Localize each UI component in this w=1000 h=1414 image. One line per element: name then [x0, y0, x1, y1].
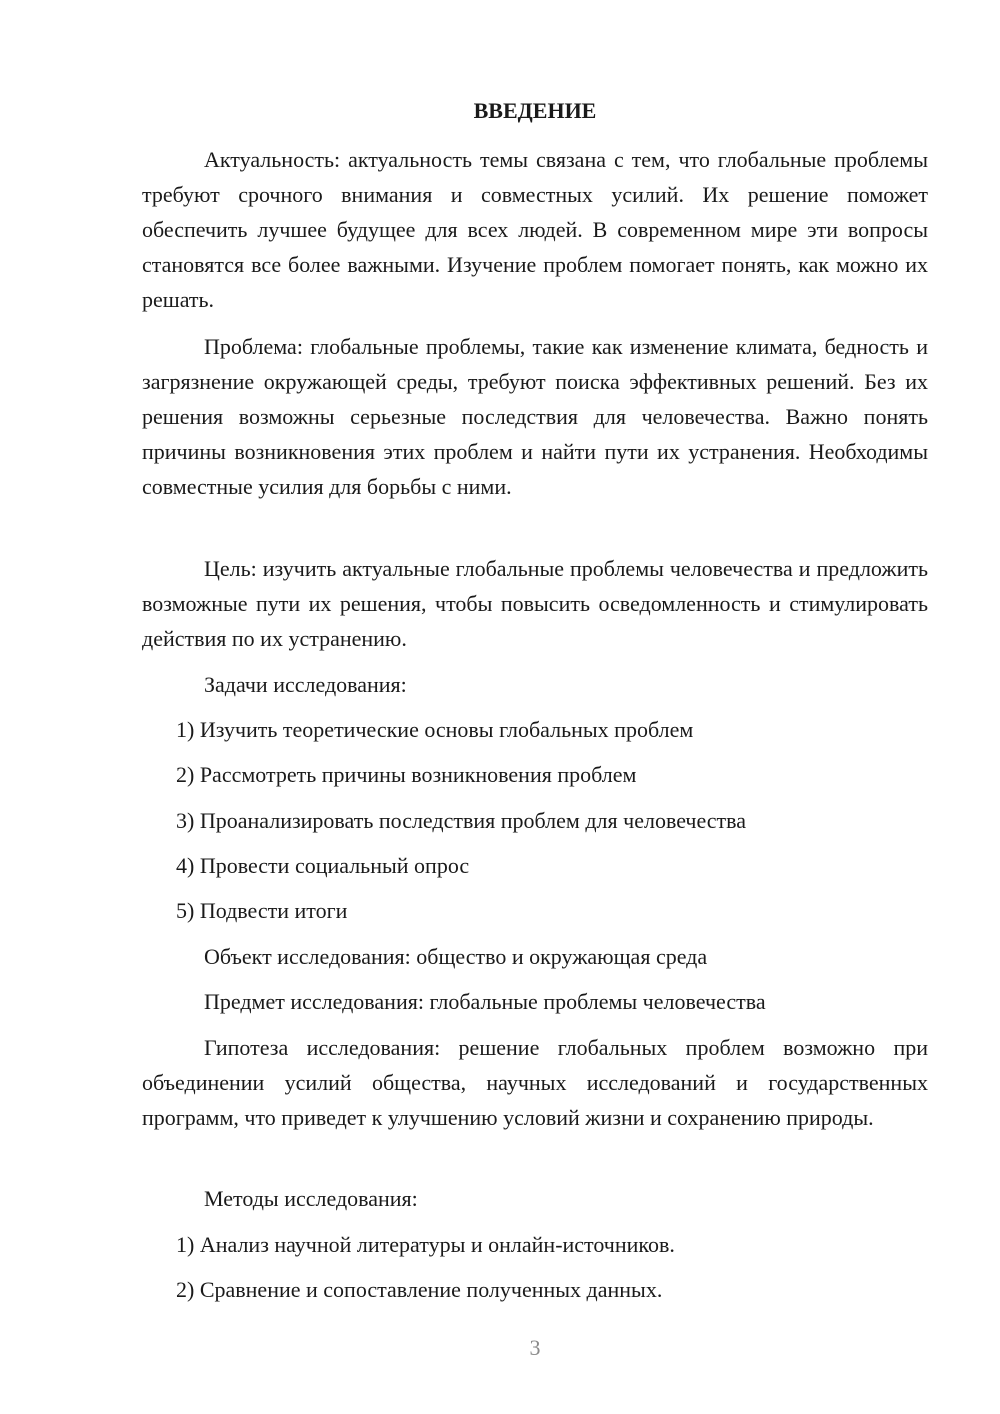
paragraph-problem: Проблема: глобальные проблемы, такие как изменение климата, бедность и загрязнение окружающей среды, требуют поиска эффективных решений. Без их решения возможны серьезные последствия для человечества. Важно понять причины возникновения этих проблем и найти пути их устранения. Необходимы совместные усилия для борьбы с ними.: [142, 334, 928, 499]
method-item: 1) Анализ научной литературы и онлайн-источников.: [176, 1232, 675, 1257]
task-item: 2) Рассмотреть причины возникновения проблем: [176, 762, 637, 787]
research-subject: Предмет исследования: глобальные проблемы человечества: [204, 989, 766, 1014]
task-item: 1) Изучить теоретические основы глобальных проблем: [176, 717, 694, 742]
research-object: Объект исследования: общество и окружающая среда: [204, 944, 708, 969]
paragraph-hypothesis: Гипотеза исследования: решение глобальных проблем возможно при объединении усилий общества, научных исследований и государственных программ, что приведет к улучшению условий жизни и сохранению природы.: [142, 1035, 928, 1130]
task-item: 4) Провести социальный опрос: [176, 853, 470, 878]
methods-title: Методы исследования:: [204, 1186, 418, 1211]
section-heading: ВВЕДЕНИЕ: [473, 98, 597, 123]
page-number: 3: [529, 1335, 541, 1360]
task-item: 3) Проанализировать последствия проблем для человечества: [176, 808, 747, 833]
paragraph-relevance: Актуальность: актуальность темы связана с тем, что глобальные проблемы требуют срочного внимания и совместных усилий. Их решение поможет обеспечить лучшее будущее для всех людей. В современном мире эти вопросы становятся все более важными. Изучение проблем помогает понять, как можно их решать.: [142, 147, 928, 312]
method-item: 2) Сравнение и сопоставление полученных данных.: [176, 1277, 663, 1302]
paragraph-goal: Цель: изучить актуальные глобальные проблемы человечества и предложить возможные пути их решения, чтобы повысить осведомленность и стимулировать действия по их устранению.: [142, 556, 928, 651]
tasks-title: Задачи исследования:: [204, 672, 407, 697]
task-item: 5) Подвести итоги: [176, 898, 348, 923]
